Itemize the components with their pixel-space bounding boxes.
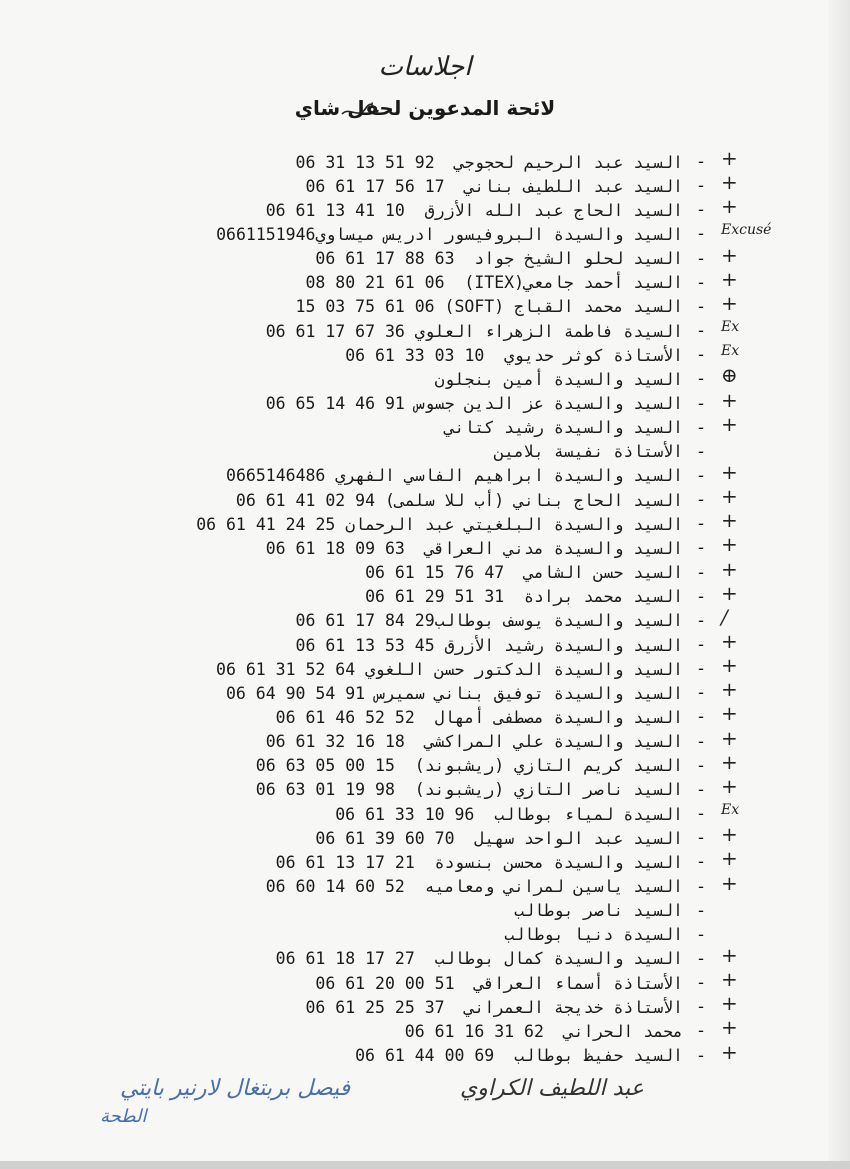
list-dash: - — [695, 900, 707, 921]
handwritten-attendance-mark: + — [721, 411, 738, 436]
invitee-row — [335, 802, 740, 826]
invitee-row — [315, 967, 738, 995]
list-dash: - — [695, 272, 707, 293]
invitee-row — [295, 604, 728, 633]
handwritten-attendance-mark: + — [721, 290, 738, 315]
invitee-row — [265, 194, 738, 222]
invitee-text: السيد والسيدة البروفيسور ادريس ميساوي0661151946 — [216, 224, 683, 244]
handwritten-attendance-mark: + — [721, 629, 738, 653]
handwritten-attendance-mark: + — [721, 194, 738, 219]
handwritten-attendance-mark: + — [721, 653, 738, 678]
handwritten-attendance-mark: + — [721, 146, 738, 170]
handwritten-attendance-mark: + — [721, 266, 738, 291]
invitee-text: الأستاذة كوثر حديوي 10 03 33 61 06 — [345, 345, 683, 365]
handwritten-attendance-mark: + — [721, 484, 738, 509]
invitee-text: الأستاذة أسماء العراقي 51 00 20 61 06 — [315, 973, 683, 993]
invitee-text: السيد والسيدة رشيد كتاني — [444, 418, 683, 438]
list-dash: - — [695, 755, 707, 776]
invitee-row — [434, 363, 738, 391]
invitee-text: محمد الحراني 62 31 16 61 06 — [404, 1021, 683, 1041]
handwritten-attendance-mark: + — [721, 701, 738, 726]
invitee-text: السيد والسيدة كمال بوطالب 27 17 18 61 06 — [275, 949, 683, 969]
handwritten-note-line2: الطحة — [100, 1106, 147, 1127]
page-title: لائحة المدعوين لحفل شاي — [294, 96, 556, 120]
invitee-text: السيد أحمد جامعي(ITEX) 08 80 21 61 06 — [305, 273, 683, 293]
list-dash: - — [695, 296, 707, 317]
invitee-text: السيد والسيدة مدني العراقي 63 09 18 61 06 — [265, 538, 683, 558]
list-dash: - — [695, 1045, 707, 1066]
invitee-text: السيد والسيدة البلغيتي عبد الرحمان 25 24 41 61 06 — [196, 514, 683, 534]
invitee-text: السيد لحلو الشيخ جواد 63 88 17 61 06 — [315, 249, 683, 269]
invitee-row — [494, 440, 715, 464]
list-dash: - — [695, 804, 707, 825]
invitee-row — [235, 484, 738, 512]
invitee-row — [225, 677, 738, 705]
list-dash: - — [695, 924, 707, 945]
invitee-row — [265, 532, 738, 560]
handwritten-attendance-mark: + — [721, 580, 738, 605]
invitee-text: السيد والسيدة أمين بنجلون — [434, 369, 683, 389]
invitee-text: السيد والسيدة توفيق بناني سميرس 91 54 90 64 06 — [225, 683, 683, 703]
list-dash: - — [695, 948, 707, 969]
list-dash: - — [695, 345, 707, 366]
handwritten-attendance-mark: + — [721, 508, 738, 533]
handwritten-attendance-mark: + — [721, 725, 738, 750]
handwritten-note-left — [100, 1076, 420, 1136]
list-dash: - — [695, 659, 707, 680]
invitee-text: السيد عبد اللطيف بناني 17 56 17 61 06 — [305, 176, 683, 196]
invitee-text: السيد والسيدة ابراهيم الفاسي الفهري 0665146486 — [226, 466, 683, 486]
list-dash: - — [695, 393, 707, 414]
invitee-row — [345, 343, 740, 367]
invitee-text: السيد ناصر التازي (ريشبوند) 98 19 01 63 06 — [255, 780, 683, 800]
invitee-row — [265, 725, 738, 754]
handwritten-attendance-mark: / — [721, 604, 728, 629]
list-dash: - — [695, 490, 707, 511]
handwritten-signature-name: عبد اللطيف الكراوي — [460, 1076, 644, 1101]
handwritten-attendance-mark: Ex — [721, 343, 740, 360]
invitee-row — [255, 773, 738, 802]
list-dash: - — [695, 224, 707, 245]
invitee-text: السيد والسيدة الدكتور حسن اللغوي 64 52 31 61 06 — [216, 659, 683, 679]
list-dash: - — [695, 731, 707, 752]
invitee-row — [504, 923, 715, 947]
invitee-row — [216, 653, 738, 681]
invitee-row — [295, 290, 738, 319]
list-dash: - — [695, 562, 707, 583]
list-dash: - — [695, 417, 707, 438]
list-dash: - — [695, 369, 707, 390]
invitee-text: السيد الحاج عبد الله الأزرق 10 41 13 61 06 — [265, 200, 683, 220]
invitee-row — [196, 508, 738, 536]
list-dash: - — [695, 635, 707, 655]
handwritten-attendance-mark: + — [721, 870, 738, 895]
list-dash: - — [695, 321, 707, 342]
invitee-text: السيد ناصر بوطالب — [514, 901, 683, 921]
invitee-row — [315, 242, 738, 271]
invitee-text: السيد حسن الشامي 47 76 15 61 06 — [365, 563, 683, 583]
invitee-text: السيد والسيدة علي المراكشي 18 16 32 61 06 — [265, 732, 683, 752]
list-dash: - — [695, 586, 707, 607]
invitee-text: السيد والسيدة مصطفى أمهال 52 52 46 61 06 — [275, 707, 683, 727]
invitee-text: السيد والسيدة محسن بنسودة 21 17 13 61 06 — [275, 852, 683, 872]
handwritten-attendance-mark: + — [721, 242, 738, 267]
invitee-text: السيدة لمياء بوطالب 96 10 33 61 06 — [335, 804, 683, 824]
invitee-row — [305, 991, 738, 1019]
invitee-row — [355, 1039, 738, 1068]
invitee-row — [265, 387, 738, 416]
invitee-row — [514, 899, 715, 923]
handwritten-attendance-mark: + — [721, 556, 738, 581]
invitee-row — [275, 701, 738, 729]
handwritten-attendance-mark: + — [721, 459, 738, 484]
invitee-row — [265, 870, 738, 899]
handwritten-attendance-mark: + — [721, 1039, 738, 1064]
invitee-row — [365, 556, 738, 585]
invitee-row — [275, 846, 738, 874]
handwritten-attendance-mark: Ex — [721, 319, 740, 336]
handwritten-attendance-mark: + — [721, 846, 738, 871]
list-dash: - — [695, 997, 707, 1018]
invitee-text: السيد محمد برادة 31 51 29 61 06 — [365, 587, 683, 607]
list-dash: - — [695, 852, 707, 873]
list-dash: - — [695, 176, 707, 197]
handwritten-attendance-mark: + — [721, 942, 738, 967]
title-scribble-mark — [340, 100, 380, 124]
invitee-text: السيد كريم التازي (ريشبوند) 15 00 05 63 06 — [255, 756, 683, 776]
invitee-row — [255, 749, 738, 778]
invitee-row — [275, 942, 738, 971]
list-dash: - — [695, 779, 707, 800]
list-dash: - — [695, 683, 707, 704]
page-edge — [828, 0, 850, 1169]
invitee-row — [404, 1015, 738, 1043]
list-dash: - — [695, 152, 707, 172]
invitee-row — [226, 459, 738, 488]
handwritten-attendance-mark: + — [721, 1015, 738, 1040]
invitee-row — [216, 222, 772, 246]
invitee-row — [295, 146, 738, 174]
list-dash: - — [695, 828, 707, 849]
list-dash: - — [695, 248, 707, 269]
invitee-row — [295, 629, 738, 657]
invitee-row — [305, 170, 738, 198]
invitee-text: السيد الحاج بناني (أب للا سلمى) 94 02 41 61 06 — [235, 490, 683, 510]
handwritten-attendance-mark: + — [721, 532, 738, 557]
invitee-row — [444, 411, 738, 440]
list-dash: - — [695, 973, 707, 994]
list-dash: - — [695, 610, 707, 631]
handwritten-attendance-mark: + — [721, 749, 738, 774]
invitee-text: السيد والسيدة عز الدين جسوس 91 46 14 65 06 — [265, 394, 683, 413]
invitee-text: السيدة فاطمة الزهراء العلوي 36 67 17 61 06 — [265, 321, 683, 341]
handwritten-attendance-mark: + — [721, 170, 738, 195]
list-dash: - — [695, 514, 707, 535]
handwritten-attendance-mark: Excusé — [721, 222, 772, 239]
invitee-row — [305, 266, 738, 295]
invitee-row — [365, 580, 738, 609]
list-dash: - — [695, 876, 707, 897]
handwritten-attendance-mark: Ex — [721, 802, 740, 819]
invitee-text: السيد والسيدة يوسف بوطالب29 84 17 61 06 — [295, 611, 683, 631]
handwritten-attendance-mark: + — [721, 967, 738, 992]
invitee-text: السيد ياسين لمراني ومعاميه 52 60 14 60 06 — [265, 877, 683, 896]
handwritten-heading: اجلاسات — [378, 52, 472, 82]
list-dash: - — [695, 465, 707, 486]
handwritten-attendance-mark: + — [721, 822, 738, 847]
handwritten-attendance-mark: + — [721, 387, 738, 412]
invitee-text: السيد عبد الواحد سهيل 70 60 39 61 06 — [315, 828, 683, 848]
list-dash: - — [695, 1021, 707, 1042]
handwritten-attendance-mark: + — [721, 677, 738, 702]
invitee-text: الأستاذة نفيسة بلامين — [494, 442, 683, 462]
invitee-text: السيد محمد القباج (SOFT) 15 03 75 61 06 — [295, 297, 683, 317]
handwritten-note-right — [450, 1068, 760, 1118]
handwritten-attendance-mark: + — [721, 991, 738, 1016]
handwritten-attendance-mark: ⊕ — [721, 363, 738, 388]
handwritten-note-line1: فيصل بربتغال لارنير بايتي — [120, 1076, 351, 1101]
invitee-text: السيد حفيظ بوطالب 69 00 44 61 06 — [355, 1046, 683, 1066]
page-bottom-edge — [0, 1161, 850, 1169]
invitee-text: السيدة دنيا بوطالب — [504, 925, 683, 945]
list-dash: - — [695, 441, 707, 462]
invitee-text: السيد والسيدة رشيد الأزرق 45 53 13 61 06 — [295, 635, 683, 655]
list-dash: - — [695, 200, 707, 221]
invitee-row — [265, 319, 740, 343]
handwritten-attendance-mark: + — [721, 773, 738, 798]
invitee-row — [315, 822, 738, 850]
list-dash: - — [695, 538, 707, 559]
invitee-text: الأستاذة خديجة العمراني 37 25 25 61 06 — [305, 997, 683, 1017]
invitee-text: السيد عبد الرحيم لحجوجي 92 51 13 31 06 — [295, 152, 683, 172]
list-dash: - — [695, 707, 707, 728]
